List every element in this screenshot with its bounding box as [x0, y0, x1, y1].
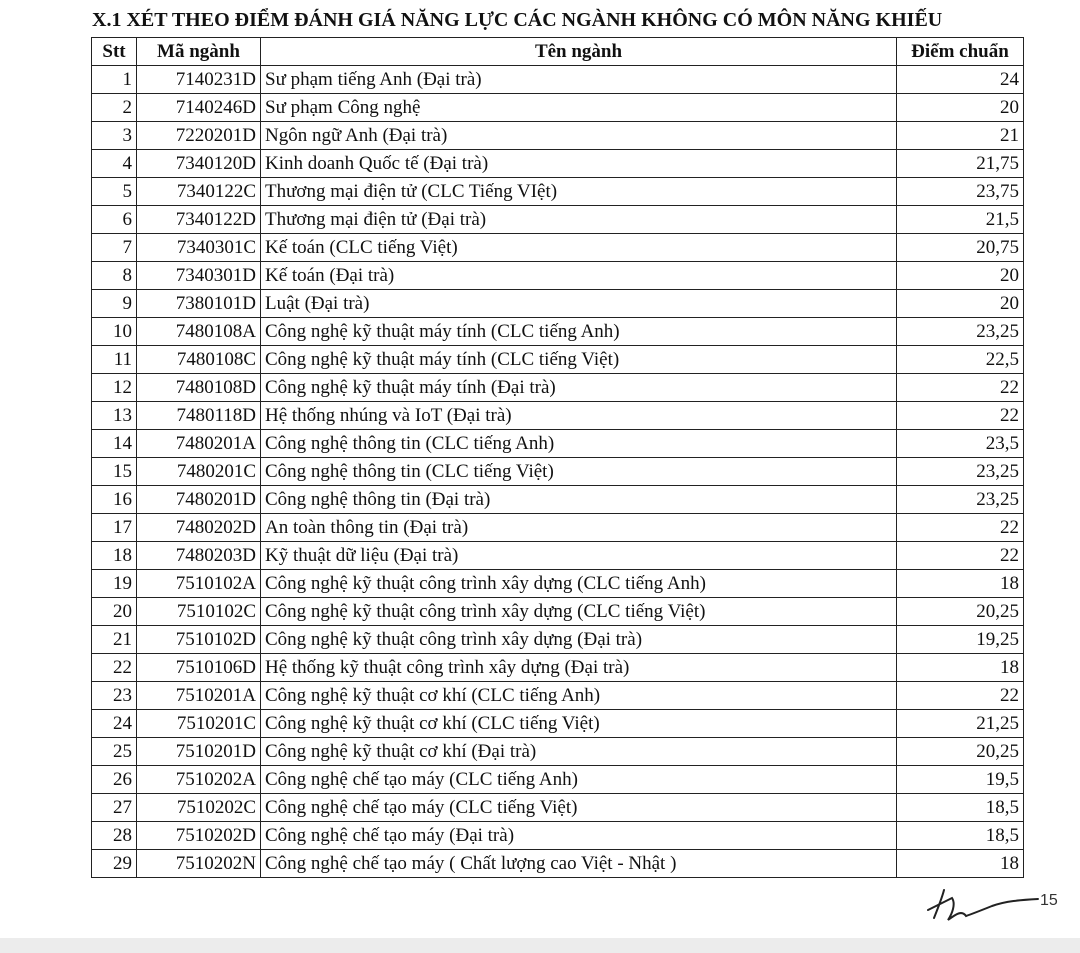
row-stt: 29 [92, 850, 137, 878]
bottom-margin-band [0, 938, 1080, 953]
row-cutoff-score: 18,5 [897, 822, 1024, 850]
row-major-code: 7380101D [137, 290, 261, 318]
table-row [92, 430, 1024, 458]
row-stt: 19 [92, 570, 137, 598]
table-row [92, 766, 1024, 794]
row-cutoff-score: 21,75 [897, 150, 1024, 178]
row-major-name: Công nghệ kỹ thuật công trình xây dựng (CLC tiếng Anh) [261, 570, 897, 598]
row-major-name: Công nghệ thông tin (CLC tiếng Việt) [261, 458, 897, 486]
table-row [92, 458, 1024, 486]
row-major-name: Hệ thống kỹ thuật công trình xây dựng (Đại trà) [261, 654, 897, 682]
row-stt: 16 [92, 486, 137, 514]
row-stt: 3 [92, 122, 137, 150]
table-row [92, 178, 1024, 206]
row-major-name: Công nghệ chế tạo máy (CLC tiếng Anh) [261, 766, 897, 794]
row-major-code: 7340120D [137, 150, 261, 178]
row-major-name: Công nghệ thông tin (Đại trà) [261, 486, 897, 514]
row-major-code: 7480201A [137, 430, 261, 458]
row-major-code: 7340301D [137, 262, 261, 290]
row-stt: 28 [92, 822, 137, 850]
row-stt: 10 [92, 318, 137, 346]
header-stt: Stt [92, 38, 137, 66]
row-stt: 14 [92, 430, 137, 458]
row-major-code: 7510201C [137, 710, 261, 738]
row-major-code: 7510102A [137, 570, 261, 598]
row-cutoff-score: 18,5 [897, 794, 1024, 822]
row-major-code: 7510201A [137, 682, 261, 710]
row-major-name: An toàn thông tin (Đại trà) [261, 514, 897, 542]
row-stt: 22 [92, 654, 137, 682]
table-row [92, 150, 1024, 178]
row-stt: 1 [92, 66, 137, 94]
row-cutoff-score: 20 [897, 290, 1024, 318]
row-stt: 9 [92, 290, 137, 318]
page-title: X.1 XÉT THEO ĐIỂM ĐÁNH GIÁ NĂNG LỰC CÁC NGÀNH KHÔNG CÓ MÔN NĂNG KHIẾU [92, 9, 943, 31]
row-major-name: Công nghệ chế tạo máy (Đại trà) [261, 822, 897, 850]
admission-score-table [91, 37, 1024, 878]
table-row [92, 794, 1024, 822]
row-major-name: Thương mại điện tử (Đại trà) [261, 206, 897, 234]
row-cutoff-score: 23,25 [897, 486, 1024, 514]
table-row [92, 486, 1024, 514]
row-major-name: Kế toán (CLC tiếng Việt) [261, 234, 897, 262]
row-stt: 21 [92, 626, 137, 654]
row-stt: 5 [92, 178, 137, 206]
row-major-name: Công nghệ kỹ thuật công trình xây dựng (CLC tiếng Việt) [261, 598, 897, 626]
row-major-code: 7480201C [137, 458, 261, 486]
row-major-name: Luật (Đại trà) [261, 290, 897, 318]
row-cutoff-score: 21 [897, 122, 1024, 150]
row-cutoff-score: 22 [897, 402, 1024, 430]
table-row [92, 682, 1024, 710]
row-cutoff-score: 22 [897, 542, 1024, 570]
row-major-name: Công nghệ kỹ thuật máy tính (CLC tiếng Anh) [261, 318, 897, 346]
table-row [92, 710, 1024, 738]
table-row [92, 570, 1024, 598]
row-stt: 23 [92, 682, 137, 710]
row-major-name: Ngôn ngữ Anh (Đại trà) [261, 122, 897, 150]
row-major-code: 7340122C [137, 178, 261, 206]
table-row [92, 514, 1024, 542]
row-stt: 27 [92, 794, 137, 822]
row-cutoff-score: 18 [897, 654, 1024, 682]
table-row [92, 262, 1024, 290]
row-cutoff-score: 20,75 [897, 234, 1024, 262]
row-cutoff-score: 19,25 [897, 626, 1024, 654]
row-major-name: Công nghệ chế tạo máy ( Chất lượng cao Việt - Nhật ) [261, 850, 897, 878]
table-row [92, 318, 1024, 346]
table-row [92, 374, 1024, 402]
row-major-name: Công nghệ kỹ thuật cơ khí (CLC tiếng Anh) [261, 682, 897, 710]
row-major-code: 7510201D [137, 738, 261, 766]
row-major-code: 7340122D [137, 206, 261, 234]
row-major-code: 7480108C [137, 346, 261, 374]
table-row [92, 234, 1024, 262]
row-cutoff-score: 20,25 [897, 598, 1024, 626]
row-major-name: Hệ thống nhúng và IoT (Đại trà) [261, 402, 897, 430]
row-stt: 24 [92, 710, 137, 738]
row-cutoff-score: 20,25 [897, 738, 1024, 766]
row-major-name: Kỹ thuật dữ liệu (Đại trà) [261, 542, 897, 570]
row-cutoff-score: 22 [897, 682, 1024, 710]
row-cutoff-score: 24 [897, 66, 1024, 94]
row-cutoff-score: 20 [897, 262, 1024, 290]
row-major-code: 7480108A [137, 318, 261, 346]
table-row [92, 94, 1024, 122]
row-major-name: Sư phạm Công nghệ [261, 94, 897, 122]
row-major-code: 7480118D [137, 402, 261, 430]
row-major-name: Công nghệ kỹ thuật cơ khí (CLC tiếng Việt) [261, 710, 897, 738]
row-major-code: 7140231D [137, 66, 261, 94]
row-stt: 13 [92, 402, 137, 430]
row-cutoff-score: 21,25 [897, 710, 1024, 738]
row-major-code: 7510202D [137, 822, 261, 850]
table-row [92, 822, 1024, 850]
row-stt: 26 [92, 766, 137, 794]
table-row [92, 346, 1024, 374]
table-row [92, 402, 1024, 430]
row-stt: 15 [92, 458, 137, 486]
row-cutoff-score: 18 [897, 570, 1024, 598]
signature-initials [922, 880, 1042, 930]
row-major-code: 7510106D [137, 654, 261, 682]
table-body [92, 66, 1024, 878]
row-major-code: 7140246D [137, 94, 261, 122]
table-row [92, 542, 1024, 570]
row-cutoff-score: 23,75 [897, 178, 1024, 206]
row-major-name: Công nghệ kỹ thuật máy tính (CLC tiếng Việt) [261, 346, 897, 374]
row-stt: 25 [92, 738, 137, 766]
row-major-name: Công nghệ kỹ thuật cơ khí (Đại trà) [261, 738, 897, 766]
row-major-name: Kế toán (Đại trà) [261, 262, 897, 290]
row-major-name: Thương mại điện tử (CLC Tiếng VIệt) [261, 178, 897, 206]
row-major-name: Sư phạm tiếng Anh (Đại trà) [261, 66, 897, 94]
table-row [92, 626, 1024, 654]
table-row [92, 654, 1024, 682]
row-stt: 12 [92, 374, 137, 402]
row-major-code: 7480202D [137, 514, 261, 542]
row-major-code: 7510102C [137, 598, 261, 626]
row-cutoff-score: 19,5 [897, 766, 1024, 794]
table-row [92, 206, 1024, 234]
row-cutoff-score: 22 [897, 374, 1024, 402]
header-major-code: Mã ngành [137, 38, 261, 66]
row-cutoff-score: 22 [897, 514, 1024, 542]
row-stt: 18 [92, 542, 137, 570]
row-major-code: 7480201D [137, 486, 261, 514]
row-cutoff-score: 21,5 [897, 206, 1024, 234]
row-stt: 4 [92, 150, 137, 178]
table-row [92, 598, 1024, 626]
row-stt: 2 [92, 94, 137, 122]
row-major-name: Công nghệ kỹ thuật máy tính (Đại trà) [261, 374, 897, 402]
header-cutoff-score: Điểm chuẩn [897, 38, 1024, 66]
row-stt: 17 [92, 514, 137, 542]
row-major-code: 7220201D [137, 122, 261, 150]
row-stt: 8 [92, 262, 137, 290]
row-cutoff-score: 23,25 [897, 318, 1024, 346]
header-major-name: Tên ngành [261, 38, 897, 66]
row-major-name: Công nghệ chế tạo máy (CLC tiếng Việt) [261, 794, 897, 822]
table-row [92, 122, 1024, 150]
table-header-row [92, 38, 1024, 66]
row-cutoff-score: 22,5 [897, 346, 1024, 374]
row-cutoff-score: 23,5 [897, 430, 1024, 458]
table-row [92, 850, 1024, 878]
row-major-code: 7480203D [137, 542, 261, 570]
row-stt: 7 [92, 234, 137, 262]
row-major-name: Công nghệ kỹ thuật công trình xây dựng (Đại trà) [261, 626, 897, 654]
row-major-name: Kinh doanh Quốc tế (Đại trà) [261, 150, 897, 178]
row-stt: 6 [92, 206, 137, 234]
row-major-code: 7510202C [137, 794, 261, 822]
row-cutoff-score: 20 [897, 94, 1024, 122]
row-stt: 11 [92, 346, 137, 374]
row-major-code: 7510202N [137, 850, 261, 878]
row-cutoff-score: 23,25 [897, 458, 1024, 486]
row-major-code: 7510102D [137, 626, 261, 654]
row-stt: 20 [92, 598, 137, 626]
row-cutoff-score: 18 [897, 850, 1024, 878]
table-row [92, 290, 1024, 318]
table-row [92, 66, 1024, 94]
table-row [92, 738, 1024, 766]
row-major-code: 7340301C [137, 234, 261, 262]
row-major-name: Công nghệ thông tin (CLC tiếng Anh) [261, 430, 897, 458]
row-major-code: 7480108D [137, 374, 261, 402]
page-number: 15 [1040, 892, 1058, 909]
row-major-code: 7510202A [137, 766, 261, 794]
